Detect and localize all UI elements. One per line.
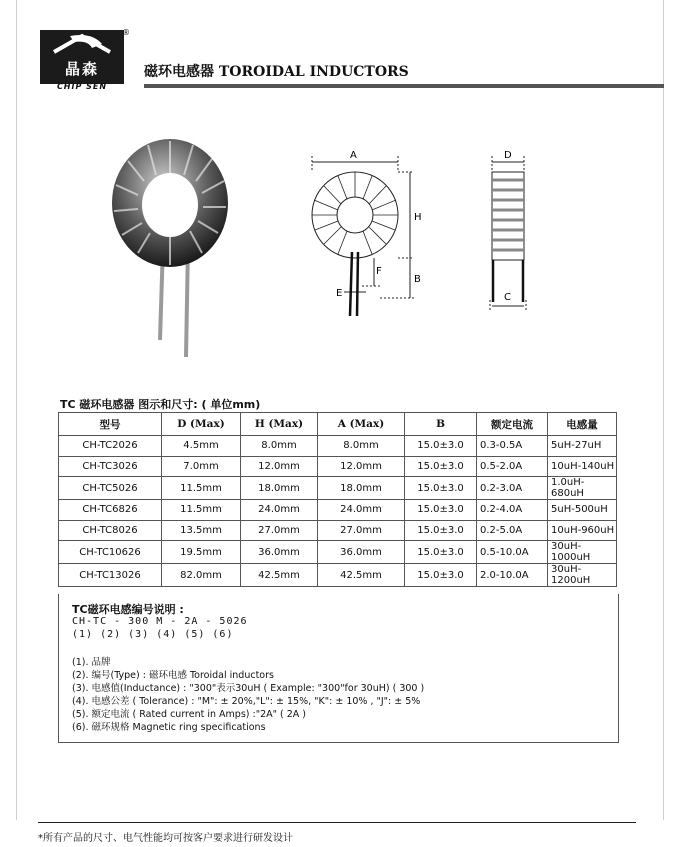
table-row — [59, 436, 617, 457]
cell-inductance: 5uH-27uH — [548, 436, 617, 457]
cell-inductance: 1.0uH-680uH — [548, 477, 617, 500]
legend-note-3: (3). 电感值(Inductance) : "300"表示30uH ( Example: "300"for 30uH) ( 300 ) — [72, 683, 425, 694]
cell-d: 13.5mm — [162, 520, 241, 541]
cell-h: 24.0mm — [241, 500, 318, 521]
cell-model: CH-TC10626 — [59, 541, 162, 564]
cell-a: 24.0mm — [318, 500, 405, 521]
cell-b: 15.0±3.0 — [405, 456, 477, 477]
table-row — [59, 456, 617, 477]
part-code-index: (1) (2) (3) (4) (5) (6) — [72, 629, 234, 640]
table-row — [59, 520, 617, 541]
col-d-max: D (Max) — [162, 413, 241, 436]
cell-a: 12.0mm — [318, 456, 405, 477]
cell-a: 8.0mm — [318, 436, 405, 457]
cell-d: 11.5mm — [162, 500, 241, 521]
cell-h: 27.0mm — [241, 520, 318, 541]
cell-b: 15.0±3.0 — [405, 520, 477, 541]
cell-b: 15.0±3.0 — [405, 500, 477, 521]
cell-d: 4.5mm — [162, 436, 241, 457]
table-row — [59, 541, 617, 564]
cell-current: 2.0-10.0A — [477, 564, 548, 587]
dim-label-h: H — [414, 212, 422, 223]
page-title: 磁环电感器 TOROIDAL INDUCTORS — [144, 64, 409, 80]
part-code-example: CH-TC - 300 M - 2A - 5026 — [72, 616, 248, 627]
logo-emblem-icon — [40, 30, 124, 60]
cell-current: 0.5-10.0A — [477, 541, 548, 564]
cell-d: 82.0mm — [162, 564, 241, 587]
legend-title: TC磁环电感编号说明 : — [72, 603, 184, 616]
table-row — [59, 500, 617, 521]
cell-current: 0.2-5.0A — [477, 520, 548, 541]
cell-h: 12.0mm — [241, 456, 318, 477]
spec-table — [58, 412, 617, 587]
front-view-drawing — [300, 140, 430, 320]
cell-model: CH-TC8026 — [59, 520, 162, 541]
cell-b: 15.0±3.0 — [405, 477, 477, 500]
cell-d: 19.5mm — [162, 541, 241, 564]
dim-label-f: F — [376, 266, 382, 277]
cell-b: 15.0±3.0 — [405, 541, 477, 564]
cell-model: CH-TC6826 — [59, 500, 162, 521]
cell-current: 0.3-0.5A — [477, 436, 548, 457]
cell-d: 11.5mm — [162, 477, 241, 500]
legend-note-1: (1). 品牌 — [72, 657, 111, 668]
cell-inductance: 10uH-140uH — [548, 456, 617, 477]
col-h-max: H (Max) — [241, 413, 318, 436]
dim-label-b: B — [414, 274, 421, 285]
cell-h: 36.0mm — [241, 541, 318, 564]
col-rated-current: 额定电流 — [477, 413, 548, 436]
cell-inductance: 30uH-1000uH — [548, 541, 617, 564]
cell-model: CH-TC3026 — [59, 456, 162, 477]
header-rule — [144, 84, 664, 88]
dim-label-e: E — [336, 288, 343, 299]
cell-h: 8.0mm — [241, 436, 318, 457]
cell-d: 7.0mm — [162, 456, 241, 477]
cell-b: 15.0±3.0 — [405, 436, 477, 457]
col-b: B — [405, 413, 477, 436]
col-model: 型号 — [59, 413, 162, 436]
cell-model: CH-TC2026 — [59, 436, 162, 457]
cell-model: CH-TC5026 — [59, 477, 162, 500]
cell-current: 0.5-2.0A — [477, 456, 548, 477]
footer-rule — [38, 822, 636, 823]
legend-note-4: (4). 电感公差 ( Tolerance) : "M": ± 20%,"L": ± 15%, "K": ± 10% , "J": ± 5% — [72, 696, 421, 707]
cell-model: CH-TC13026 — [59, 564, 162, 587]
cell-a: 36.0mm — [318, 541, 405, 564]
registered-mark: ® — [122, 28, 130, 37]
cell-a: 27.0mm — [318, 520, 405, 541]
toroid-inductor-photo — [108, 135, 243, 365]
dim-label-c: C — [504, 292, 511, 303]
dim-label-a: A — [350, 150, 357, 161]
table-row — [59, 477, 617, 500]
cell-current: 0.2-3.0A — [477, 477, 548, 500]
logo-subtitle: CHIP SEN — [56, 82, 108, 91]
cell-h: 42.5mm — [241, 564, 318, 587]
cell-a: 18.0mm — [318, 477, 405, 500]
cell-inductance: 30uH-1200uH — [548, 564, 617, 587]
cell-h: 18.0mm — [241, 477, 318, 500]
cell-current: 0.2-4.0A — [477, 500, 548, 521]
table-row — [59, 564, 617, 587]
legend-note-5: (5). 额定电流 ( Rated current in Amps) :"2A" ( 2A ) — [72, 709, 307, 720]
logo-name: 晶森 — [64, 60, 99, 78]
footer-note: *所有产品的尺寸、电气性能均可按客户要求进行研发设计 — [38, 833, 293, 844]
cell-inductance: 5uH-500uH — [548, 500, 617, 521]
table-title: TC 磁环电感器 图示和尺寸: ( 单位mm) — [60, 398, 261, 411]
legend-note-2: (2). 编号(Type) : 磁环电感 Toroidal inductors — [72, 670, 274, 681]
side-view-drawing — [478, 140, 548, 320]
cell-a: 42.5mm — [318, 564, 405, 587]
dim-label-d: D — [504, 150, 512, 161]
legend-note-6: (6). 磁环规格 Magnetic ring specifications — [72, 722, 266, 733]
col-inductance: 电感量 — [548, 413, 617, 436]
cell-b: 15.0±3.0 — [405, 564, 477, 587]
table-header-row — [59, 413, 617, 436]
col-a-max: A (Max) — [318, 413, 405, 436]
cell-inductance: 10uH-960uH — [548, 520, 617, 541]
